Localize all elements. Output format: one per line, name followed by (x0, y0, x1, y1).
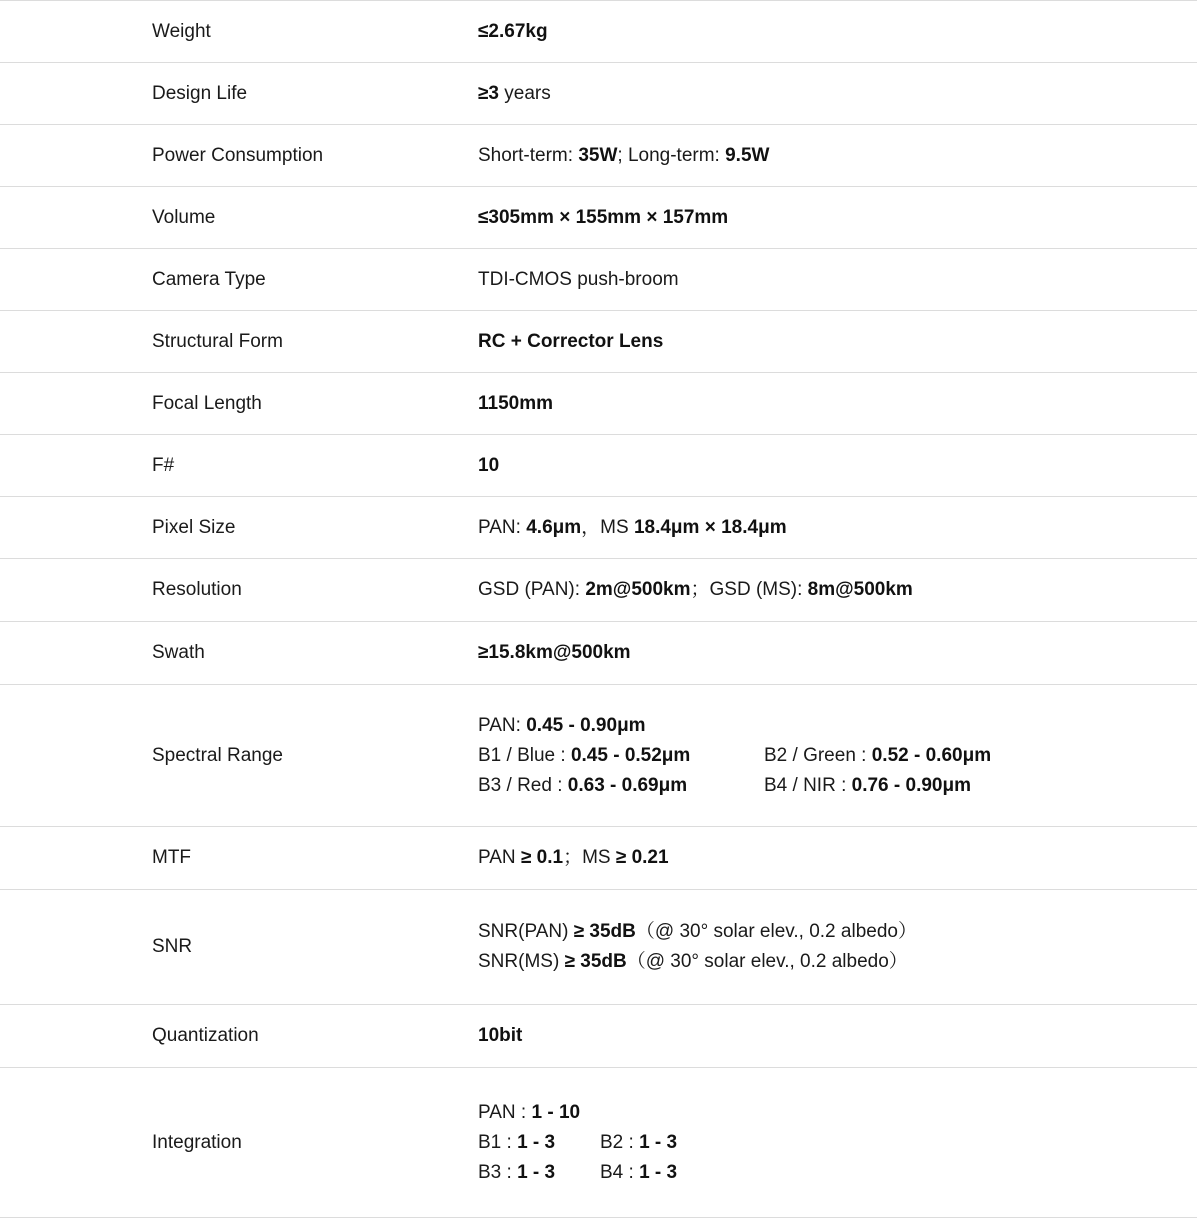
spec-label: SNR (152, 936, 193, 957)
spec-value: TDI-CMOS push-broom (478, 268, 679, 290)
spec-value: PAN ≥ 0.1；MS ≥ 0.21 (478, 847, 669, 868)
spec-label: Weight (152, 20, 211, 42)
spec-label: Volume (152, 206, 216, 228)
spec-label: Integration (152, 1131, 242, 1153)
spec-label: F# (152, 454, 175, 476)
spec-label: Camera Type (152, 268, 266, 290)
spec-value: ≥3 years (478, 82, 551, 104)
spec-row-camera-type (0, 249, 1197, 311)
spec-value: PAN: 4.6μm，MS 18.4μm × 18.4μm (478, 516, 787, 538)
spec-row-structural-form (0, 311, 1197, 373)
spec-label: Swath (152, 642, 205, 663)
spec-row-design-life (0, 63, 1197, 125)
spec-label: Power Consumption (152, 144, 324, 166)
spec-row-mtf (0, 827, 1197, 890)
spec-row-quantization (0, 1005, 1197, 1068)
spec-label: Pixel Size (152, 516, 236, 538)
spec-row-integration (0, 1068, 1197, 1218)
spec-value: ≥15.8km@500km (478, 642, 631, 663)
spec-row-volume (0, 187, 1197, 249)
spec-row-resolution (0, 559, 1197, 622)
spec-row-snr (0, 890, 1197, 1005)
spec-value: 10 (478, 454, 500, 476)
spec-label: Quantization (152, 1025, 259, 1046)
spec-value: 1150mm (478, 392, 554, 414)
spec-value: GSD (PAN): 2m@500km；GSD (MS): 8m@500km (478, 579, 913, 600)
spec-row-pixel-size (0, 497, 1197, 559)
spec-value: SNR(PAN) ≥ 35dB（@ 30° solar elev., 0.2 albedo） SNR(MS) ≥ 35dB（@ 30° solar elev., 0.2 albedo） (478, 921, 917, 972)
spec-value: ≤2.67kg (478, 20, 548, 42)
spec-row-f-number (0, 435, 1197, 497)
spec-value: ≤305mm × 155mm × 157mm (478, 206, 729, 228)
spec-label: Spectral Range (152, 744, 283, 766)
spec-row-power-consumption (0, 125, 1197, 187)
spec-row-focal-length (0, 373, 1197, 435)
spec-value: 10bit (478, 1025, 523, 1046)
spec-label: Resolution (152, 579, 242, 600)
spec-label: MTF (152, 847, 192, 868)
spec-row-spectral-range (0, 685, 1197, 827)
spec-row-swath (0, 622, 1197, 685)
spec-row-weight (0, 1, 1197, 63)
spec-label: Focal Length (152, 392, 262, 414)
spec-label: Structural Form (152, 330, 283, 352)
spec-value: Short-term: 35W; Long-term: 9.5W (478, 144, 770, 166)
spec-label: Design Life (152, 82, 248, 104)
spec-value: PAN : 1 - 10 B1 : 1 - 3 B2 : 1 - 3 B3 : 1 - 3 B4 : 1 - 3 (478, 1101, 678, 1183)
spec-value: PAN: 0.45 - 0.90μm B1 / Blue : 0.45 - 0.52μm B2 / Green : 0.52 - 0.60μm B3 / Red : 0.63 - 0.69μm B4 / NIR : 0.76 - 0.90μm (478, 714, 992, 796)
spec-value: RC + Corrector Lens (478, 330, 664, 352)
